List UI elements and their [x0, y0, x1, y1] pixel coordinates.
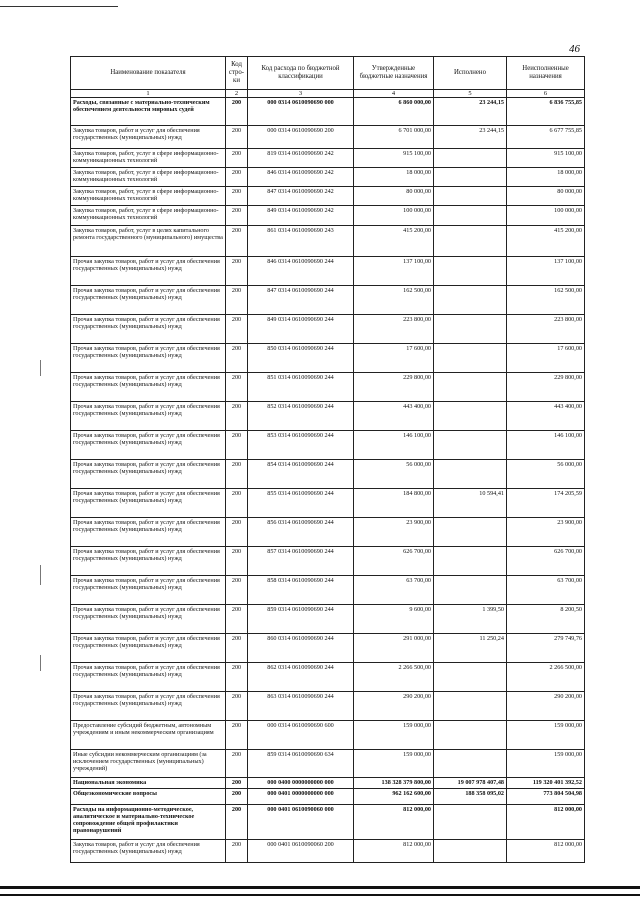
executed-amount-cell	[434, 692, 507, 721]
executed-amount-cell	[434, 460, 507, 489]
row-code-cell: 200	[226, 431, 248, 460]
budget-code-cell: 859 0314 0610090690 634	[248, 750, 354, 778]
table-row	[71, 518, 585, 547]
indicator-name-cell: Прочая закупка товаров, работ и услуг для обеспечения государственных (муниципальных) нужд	[71, 373, 226, 402]
executed-amount-cell	[434, 721, 507, 750]
indicator-name-cell: Прочая закупка товаров, работ и услуг для обеспечения государственных (муниципальных) нужд	[71, 605, 226, 634]
remaining-amount-cell: 915 100,00	[507, 149, 585, 168]
approved-amount-cell: 159 000,00	[354, 750, 434, 778]
budget-code-cell: 859 0314 0610090690 244	[248, 605, 354, 634]
column-number: 6	[507, 90, 585, 98]
remaining-amount-cell: 415 200,00	[507, 226, 585, 257]
table-row	[71, 257, 585, 286]
budget-code-cell: 851 0314 0610090690 244	[248, 373, 354, 402]
table-row	[71, 663, 585, 692]
budget-code-cell: 860 0314 0610090690 244	[248, 634, 354, 663]
table-row	[71, 634, 585, 663]
table-row	[71, 126, 585, 149]
executed-amount-cell: 11 250,24	[434, 634, 507, 663]
row-code-cell: 200	[226, 692, 248, 721]
column-number: 5	[434, 90, 507, 98]
table-row	[71, 460, 585, 489]
table-row	[71, 605, 585, 634]
remaining-amount-cell: 159 000,00	[507, 721, 585, 750]
table-row	[71, 226, 585, 257]
row-code-cell: 200	[226, 126, 248, 149]
budget-code-cell: 849 0314 0610090690 242	[248, 206, 354, 226]
table-row	[71, 187, 585, 206]
executed-amount-cell	[434, 206, 507, 226]
table-row	[71, 286, 585, 315]
row-code-cell: 200	[226, 257, 248, 286]
approved-amount-cell: 80 000,00	[354, 187, 434, 206]
budget-code-cell: 819 0314 0610090690 242	[248, 149, 354, 168]
executed-amount-cell	[434, 431, 507, 460]
executed-amount-cell	[434, 286, 507, 315]
header-indicator-name: Наименование показателя	[71, 57, 226, 90]
indicator-name-cell: Закупка товаров, работ и услуг для обеспечения государственных (муниципальных) нужд	[71, 126, 226, 149]
row-code-cell: 200	[226, 634, 248, 663]
budget-code-cell: 856 0314 0610090690 244	[248, 518, 354, 547]
budget-code-cell: 846 0314 0610090690 242	[248, 168, 354, 187]
remaining-amount-cell: 279 749,76	[507, 634, 585, 663]
budget-code-cell: 852 0314 0610090690 244	[248, 402, 354, 431]
executed-amount-cell	[434, 315, 507, 344]
row-code-cell: 200	[226, 187, 248, 206]
page-number: 46	[569, 43, 580, 55]
remaining-amount-cell: 137 100,00	[507, 257, 585, 286]
remaining-amount-cell: 2 266 500,00	[507, 663, 585, 692]
budget-code-cell: 853 0314 0610090690 244	[248, 431, 354, 460]
row-code-cell: 200	[226, 460, 248, 489]
approved-amount-cell: 291 000,00	[354, 634, 434, 663]
approved-amount-cell: 100 000,00	[354, 206, 434, 226]
table-row	[71, 692, 585, 721]
row-code-cell: 200	[226, 98, 248, 126]
row-code-cell: 200	[226, 168, 248, 187]
approved-amount-cell: 9 600,00	[354, 605, 434, 634]
scan-mark	[40, 565, 41, 585]
approved-amount-cell: 63 700,00	[354, 576, 434, 605]
table-row	[71, 315, 585, 344]
row-code-cell: 200	[226, 663, 248, 692]
row-code-cell: 200	[226, 750, 248, 778]
indicator-name-cell: Общеэкономические вопросы	[71, 789, 226, 805]
row-code-cell: 200	[226, 149, 248, 168]
remaining-amount-cell: 290 200,00	[507, 692, 585, 721]
budget-execution-table	[70, 56, 585, 863]
budget-code-cell: 858 0314 0610090690 244	[248, 576, 354, 605]
budget-code-cell: 850 0314 0610090690 244	[248, 344, 354, 373]
budget-code-cell: 000 0401 0610090060 200	[248, 840, 354, 863]
row-code-cell: 200	[226, 315, 248, 344]
budget-code-cell: 857 0314 0610090690 244	[248, 547, 354, 576]
scan-mark	[40, 360, 41, 376]
row-code-cell: 200	[226, 402, 248, 431]
approved-amount-cell: 812 000,00	[354, 840, 434, 863]
remaining-amount-cell: 223 800,00	[507, 315, 585, 344]
budget-code-cell: 854 0314 0610090690 244	[248, 460, 354, 489]
indicator-name-cell: Закупка товаров, работ, услуг в сфере информационно-коммуникационных технологий	[71, 206, 226, 226]
approved-amount-cell: 626 700,00	[354, 547, 434, 576]
budget-code-cell: 847 0314 0610090690 244	[248, 286, 354, 315]
remaining-amount-cell: 162 500,00	[507, 286, 585, 315]
remaining-amount-cell: 229 800,00	[507, 373, 585, 402]
header-remaining: Неисполненные назначения	[507, 57, 585, 90]
remaining-amount-cell: 159 000,00	[507, 750, 585, 778]
executed-amount-cell	[434, 518, 507, 547]
executed-amount-cell	[434, 187, 507, 206]
remaining-amount-cell: 626 700,00	[507, 547, 585, 576]
row-code-cell: 200	[226, 286, 248, 315]
table-row	[71, 373, 585, 402]
budget-code-cell: 000 0314 0610090690 200	[248, 126, 354, 149]
table-row	[71, 778, 585, 789]
approved-amount-cell: 962 162 600,00	[354, 789, 434, 805]
remaining-amount-cell: 812 000,00	[507, 840, 585, 863]
budget-code-cell: 861 0314 0610090690 243	[248, 226, 354, 257]
indicator-name-cell: Прочая закупка товаров, работ и услуг для обеспечения государственных (муниципальных) нужд	[71, 576, 226, 605]
approved-amount-cell: 443 400,00	[354, 402, 434, 431]
indicator-name-cell: Закупка товаров, работ, услуг в сфере информационно-коммуникационных технологий	[71, 149, 226, 168]
approved-amount-cell: 23 900,00	[354, 518, 434, 547]
indicator-name-cell: Прочая закупка товаров, работ и услуг для обеспечения государственных (муниципальных) нужд	[71, 344, 226, 373]
row-code-cell: 200	[226, 344, 248, 373]
budget-code-cell: 849 0314 0610090690 244	[248, 315, 354, 344]
remaining-amount-cell: 146 100,00	[507, 431, 585, 460]
executed-amount-cell	[434, 226, 507, 257]
executed-amount-cell: 19 007 978 407,48	[434, 778, 507, 789]
row-code-cell: 200	[226, 605, 248, 634]
header-approved: Утвержденные бюджетные назначения	[354, 57, 434, 90]
remaining-amount-cell: 56 000,00	[507, 460, 585, 489]
table-row	[71, 344, 585, 373]
table-row	[71, 721, 585, 750]
executed-amount-cell	[434, 547, 507, 576]
table-row	[71, 840, 585, 863]
budget-code-cell: 862 0314 0610090690 244	[248, 663, 354, 692]
approved-amount-cell: 6 701 000,00	[354, 126, 434, 149]
remaining-amount-cell: 23 900,00	[507, 518, 585, 547]
remaining-amount-cell: 63 700,00	[507, 576, 585, 605]
column-number: 2	[226, 90, 248, 98]
indicator-name-cell: Расходы на информационно-методическое, аналитическое и материально-техническое сопровождение общей профилактики правонарушений	[71, 805, 226, 840]
indicator-name-cell: Закупка товаров, работ, услуг в сфере информационно-коммуникационных технологий	[71, 168, 226, 187]
budget-code-cell: 855 0314 0610090690 244	[248, 489, 354, 518]
budget-code-cell: 000 0400 0000000000 000	[248, 778, 354, 789]
approved-amount-cell: 17 600,00	[354, 344, 434, 373]
indicator-name-cell: Прочая закупка товаров, работ и услуг для обеспечения государственных (муниципальных) нужд	[71, 692, 226, 721]
indicator-name-cell: Прочая закупка товаров, работ и услуг для обеспечения государственных (муниципальных) нужд	[71, 460, 226, 489]
table-row	[71, 576, 585, 605]
budget-code-cell: 000 0314 0610090690 000	[248, 98, 354, 126]
remaining-amount-cell: 174 205,59	[507, 489, 585, 518]
indicator-name-cell: Прочая закупка товаров, работ и услуг для обеспечения государственных (муниципальных) нужд	[71, 634, 226, 663]
table-row	[71, 789, 585, 805]
table-row	[71, 402, 585, 431]
executed-amount-cell: 23 244,15	[434, 98, 507, 126]
budget-code-cell: 847 0314 0610090690 242	[248, 187, 354, 206]
indicator-name-cell: Прочая закупка товаров, работ и услуг для обеспечения государственных (муниципальных) нужд	[71, 257, 226, 286]
approved-amount-cell: 159 000,00	[354, 721, 434, 750]
remaining-amount-cell: 119 320 401 392,52	[507, 778, 585, 789]
table-row	[71, 750, 585, 778]
table-row	[71, 98, 585, 126]
column-number: 1	[71, 90, 226, 98]
indicator-name-cell: Закупка товаров, работ, услуг в целях капитального ремонта государственного (муниципального) имущества	[71, 226, 226, 257]
indicator-name-cell: Прочая закупка товаров, работ и услуг для обеспечения государственных (муниципальных) нужд	[71, 431, 226, 460]
table-row	[71, 206, 585, 226]
header-row-code: Код стро-ки	[226, 57, 248, 90]
indicator-name-cell: Закупка товаров, работ, услуг в сфере информационно-коммуникационных технологий	[71, 187, 226, 206]
column-number-row	[71, 90, 585, 98]
indicator-name-cell: Прочая закупка товаров, работ и услуг для обеспечения государственных (муниципальных) нужд	[71, 547, 226, 576]
executed-amount-cell	[434, 149, 507, 168]
budget-code-cell: 863 0314 0610090690 244	[248, 692, 354, 721]
row-code-cell: 200	[226, 373, 248, 402]
executed-amount-cell	[434, 576, 507, 605]
row-code-cell: 200	[226, 789, 248, 805]
remaining-amount-cell: 17 600,00	[507, 344, 585, 373]
indicator-name-cell: Прочая закупка товаров, работ и услуг для обеспечения государственных (муниципальных) нужд	[71, 663, 226, 692]
indicator-name-cell: Иные субсидии некоммерческим организациям (за исключением государственных (муниципальных) учреждений)	[71, 750, 226, 778]
remaining-amount-cell: 443 400,00	[507, 402, 585, 431]
executed-amount-cell	[434, 663, 507, 692]
executed-amount-cell	[434, 840, 507, 863]
budget-code-cell: 000 0401 0610090060 000	[248, 805, 354, 840]
approved-amount-cell: 184 800,00	[354, 489, 434, 518]
budget-code-cell: 000 0314 0610090690 600	[248, 721, 354, 750]
bottom-rule	[0, 894, 640, 896]
approved-amount-cell: 290 200,00	[354, 692, 434, 721]
row-code-cell: 200	[226, 489, 248, 518]
executed-amount-cell: 23 244,15	[434, 126, 507, 149]
row-code-cell: 200	[226, 226, 248, 257]
table-row	[71, 149, 585, 168]
row-code-cell: 200	[226, 576, 248, 605]
table-row	[71, 805, 585, 840]
row-code-cell: 200	[226, 547, 248, 576]
approved-amount-cell: 223 800,00	[354, 315, 434, 344]
column-number: 3	[248, 90, 354, 98]
indicator-name-cell: Прочая закупка товаров, работ и услуг для обеспечения государственных (муниципальных) нужд	[71, 518, 226, 547]
executed-amount-cell	[434, 344, 507, 373]
indicator-name-cell: Прочая закупка товаров, работ и услуг для обеспечения государственных (муниципальных) нужд	[71, 315, 226, 344]
row-code-cell: 200	[226, 840, 248, 863]
row-code-cell: 200	[226, 805, 248, 840]
approved-amount-cell: 18 000,00	[354, 168, 434, 187]
indicator-name-cell: Прочая закупка товаров, работ и услуг для обеспечения государственных (муниципальных) нужд	[71, 489, 226, 518]
remaining-amount-cell: 6 836 755,85	[507, 98, 585, 126]
remaining-amount-cell: 18 000,00	[507, 168, 585, 187]
remaining-amount-cell: 100 000,00	[507, 206, 585, 226]
row-code-cell: 200	[226, 721, 248, 750]
executed-amount-cell: 10 594,41	[434, 489, 507, 518]
remaining-amount-cell: 773 804 504,98	[507, 789, 585, 805]
budget-code-cell: 846 0314 0610090690 244	[248, 257, 354, 286]
executed-amount-cell: 1 399,50	[434, 605, 507, 634]
remaining-amount-cell: 6 677 755,85	[507, 126, 585, 149]
executed-amount-cell	[434, 402, 507, 431]
table-row	[71, 168, 585, 187]
table-row	[71, 547, 585, 576]
indicator-name-cell: Расходы, связанные с материально-техническим обеспечением деятельности мировых судей	[71, 98, 226, 126]
row-code-cell: 200	[226, 206, 248, 226]
executed-amount-cell: 188 358 095,02	[434, 789, 507, 805]
row-code-cell: 200	[226, 778, 248, 789]
approved-amount-cell: 6 860 000,00	[354, 98, 434, 126]
approved-amount-cell: 137 100,00	[354, 257, 434, 286]
table-header-row	[71, 57, 585, 90]
table-row	[71, 431, 585, 460]
approved-amount-cell: 56 000,00	[354, 460, 434, 489]
approved-amount-cell: 415 200,00	[354, 226, 434, 257]
indicator-name-cell: Предоставление субсидий бюджетным, автономным учреждениям и иным некоммерческим организациям	[71, 721, 226, 750]
approved-amount-cell: 229 800,00	[354, 373, 434, 402]
approved-amount-cell: 138 328 379 800,00	[354, 778, 434, 789]
indicator-name-cell: Прочая закупка товаров, работ и услуг для обеспечения государственных (муниципальных) нужд	[71, 402, 226, 431]
indicator-name-cell: Национальная экономика	[71, 778, 226, 789]
remaining-amount-cell: 80 000,00	[507, 187, 585, 206]
table-row	[71, 489, 585, 518]
approved-amount-cell: 812 000,00	[354, 805, 434, 840]
budget-code-cell: 000 0401 0000000000 000	[248, 789, 354, 805]
executed-amount-cell	[434, 805, 507, 840]
header-executed: Исполнено	[434, 57, 507, 90]
executed-amount-cell	[434, 750, 507, 778]
approved-amount-cell: 2 266 500,00	[354, 663, 434, 692]
approved-amount-cell: 162 500,00	[354, 286, 434, 315]
remaining-amount-cell: 812 000,00	[507, 805, 585, 840]
indicator-name-cell: Закупка товаров, работ и услуг для обеспечения государственных (муниципальных) нужд	[71, 840, 226, 863]
remaining-amount-cell: 8 200,50	[507, 605, 585, 634]
bottom-rule	[0, 886, 640, 889]
executed-amount-cell	[434, 373, 507, 402]
header-budget-code: Код расхода по бюджетной классификации	[248, 57, 354, 90]
top-rule	[0, 6, 118, 7]
approved-amount-cell: 146 100,00	[354, 431, 434, 460]
executed-amount-cell	[434, 257, 507, 286]
row-code-cell: 200	[226, 518, 248, 547]
scan-mark	[40, 655, 41, 671]
indicator-name-cell: Прочая закупка товаров, работ и услуг для обеспечения государственных (муниципальных) нужд	[71, 286, 226, 315]
executed-amount-cell	[434, 168, 507, 187]
approved-amount-cell: 915 100,00	[354, 149, 434, 168]
column-number: 4	[354, 90, 434, 98]
